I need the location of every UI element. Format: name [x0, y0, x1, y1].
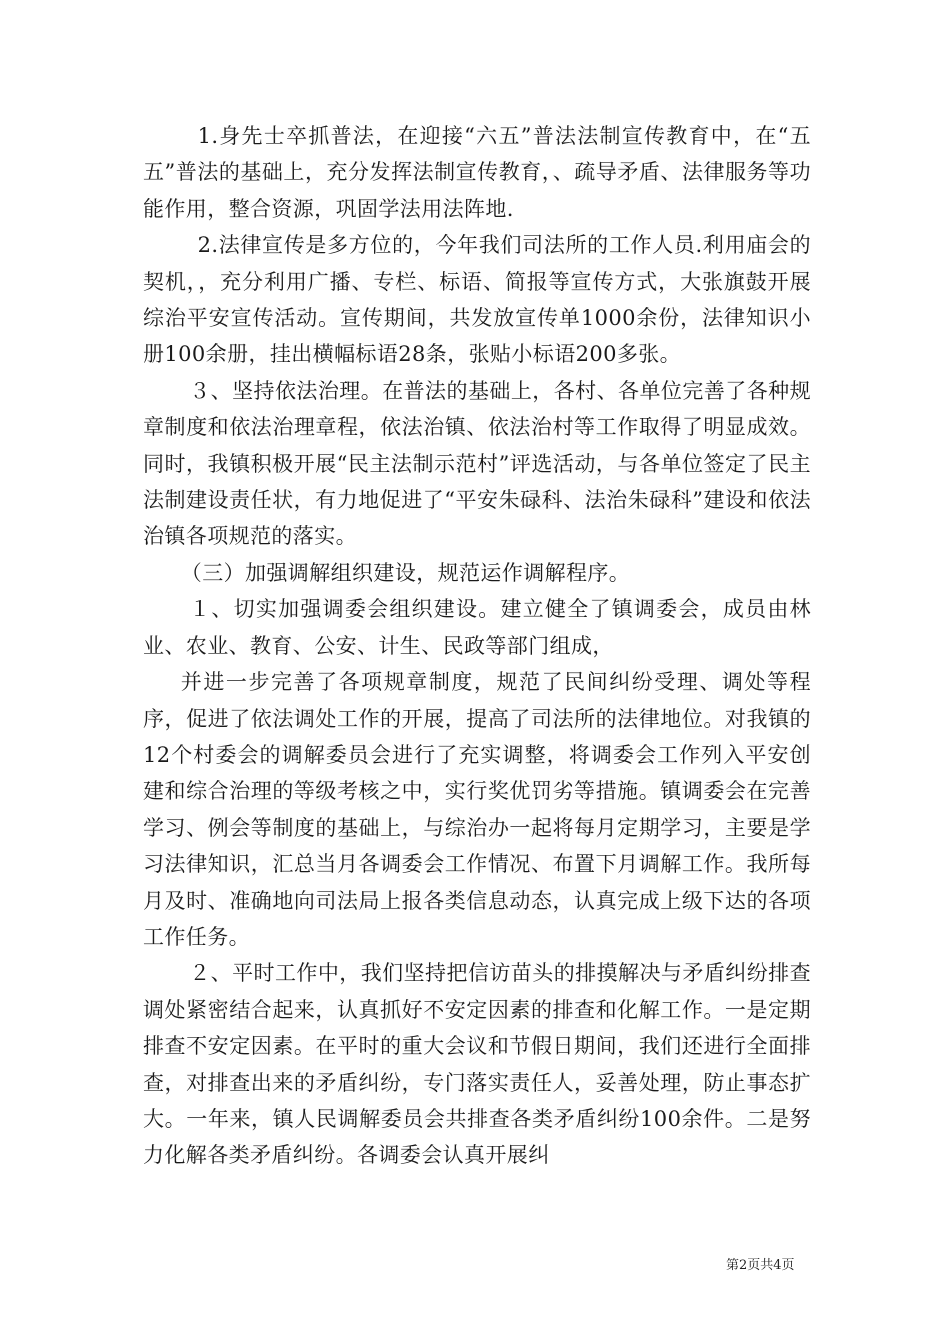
section-heading: （三）加强调解组织建设，规范运作调解程序。 — [180, 560, 631, 585]
paragraph-2: 2.法律宣传是多方位的，今年我们司法所的工作人员.利用庙会的契机，，充分利用广播、专栏、标语、简报等宣传方式，大张旗鼓开展综治平安宣传活动。宣传期间，共发放宣传单1000余份，法律知识小册100余册，挂出横幅标语28条，张贴小标语200多张。 — [143, 233, 811, 367]
document-body — [143, 118, 811, 1174]
paragraph-5: 并进一步完善了各项规章制度，规范了民间纠纷受理、调处等程序，促进了依法调处工作的开展，提高了司法所的法律地位。对我镇的12个村委会的调解委员会进行了充实调整，将调委会工作列入平安创建和综合治理的等级考核之中，实行奖优罚劣等措施。镇调委会在完善学习、例会等制度的基础上，与综治办一起将每月定期学习，主要是学习法律知识，汇总当月各调委会工作情况、布置下月调解工作。我所每月及时、准确地向司法局上报各类信息动态，认真完成上级下达的各项工作任务。 — [143, 670, 811, 949]
paragraph-4: １、切实加强调委会组织建设。建立健全了镇调委会，成员由林业、农业、教育、公安、计生、民政等部门组成， — [143, 597, 811, 658]
paragraph-6: ２、平时工作中，我们坚持把信访苗头的排摸解决与矛盾纠纷排查调处紧密结合起来，认真抓好不安定因素的排查和化解工作。一是定期排查不安定因素。在平时的重大会议和节假日期间，我们还进行全面排查，对排查出来的矛盾纠纷，专门落实责任人，妥善处理，防止事态扩大。一年来，镇人民调解委员会共排查各类矛盾纠纷100余件。二是努力化解各类矛盾纠纷。各调委会认真开展纠 — [143, 961, 811, 1168]
paragraph-3: ３、坚持依法治理。在普法的基础上，各村、各单位完善了各种规章制度和依法治理章程，依法治镇、依法治村等工作取得了明显成效。同时，我镇积极开展“民主法制示范村”评选活动，与各单位签定了民主法制建设责任状，有力地促进了“平安朱碌科、法治朱碌科”建设和依法治镇各项规范的落实。 — [143, 378, 811, 549]
page-number-footer: 第2页共4页 — [726, 1258, 795, 1273]
paragraph-1: 1.身先士卒抓普法，在迎接“六五”普法法制宣传教育中，在“五五”普法的基础上，充分发挥法制宣传教育，、疏导矛盾、法律服务等功能作用，整合资源，巩固学法用法阵地. — [143, 124, 811, 221]
